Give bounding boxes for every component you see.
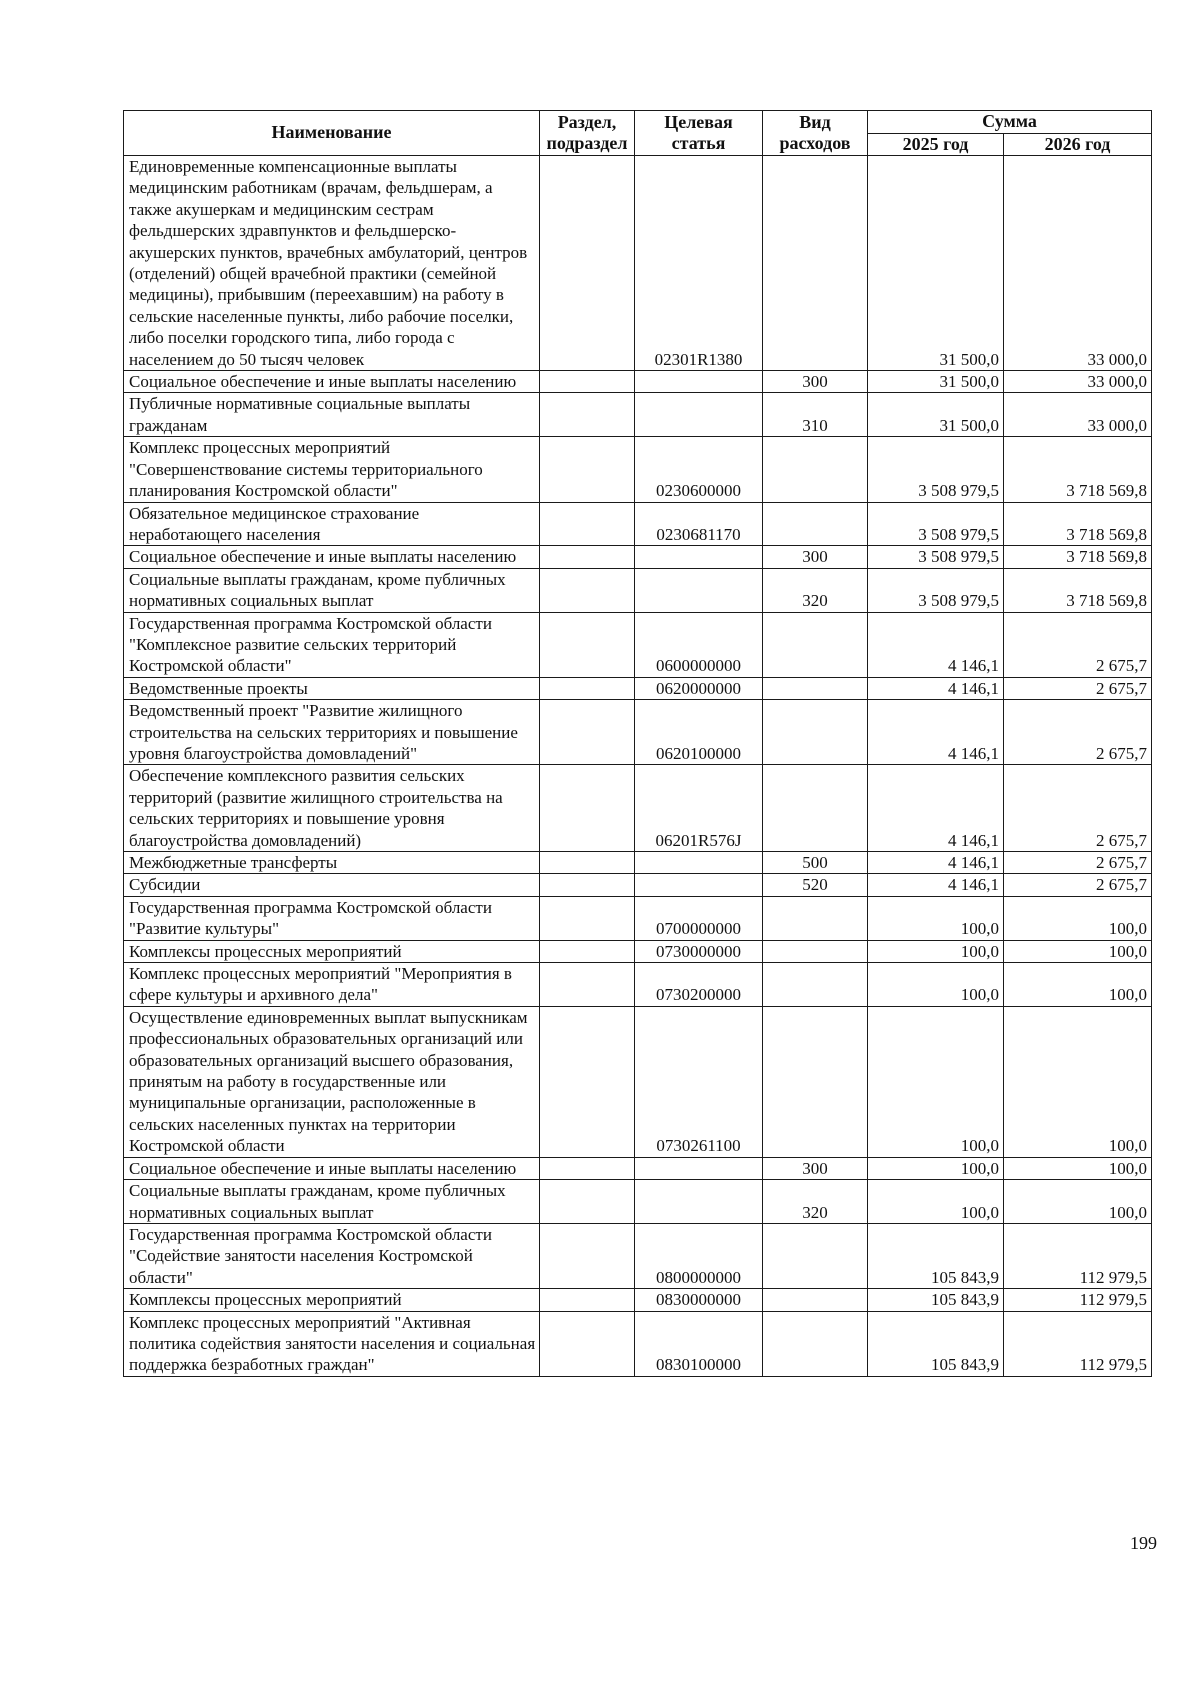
row-name: Государственная программа Костромской области "Содействие занятости населения Костромской области" bbox=[124, 1223, 540, 1288]
row-section bbox=[540, 1289, 635, 1311]
row-target: 06201R576J bbox=[635, 765, 763, 852]
row-sum-2026: 33 000,0 bbox=[1004, 393, 1152, 437]
table-row bbox=[124, 393, 1152, 437]
row-target bbox=[635, 371, 763, 393]
row-name: Ведомственные проекты bbox=[124, 677, 540, 699]
row-type: 320 bbox=[763, 1180, 868, 1224]
row-section bbox=[540, 1157, 635, 1179]
row-type bbox=[763, 502, 868, 546]
row-sum-2026: 100,0 bbox=[1004, 896, 1152, 940]
row-name: Социальное обеспечение и иные выплаты населению bbox=[124, 1157, 540, 1179]
row-sum-2026: 2 675,7 bbox=[1004, 852, 1152, 874]
row-type bbox=[763, 700, 868, 765]
table-row bbox=[124, 852, 1152, 874]
row-sum-2026: 2 675,7 bbox=[1004, 612, 1152, 677]
table-row bbox=[124, 963, 1152, 1007]
header-target: Целевая статья bbox=[635, 111, 763, 156]
row-sum-2025: 100,0 bbox=[868, 896, 1004, 940]
row-type: 300 bbox=[763, 371, 868, 393]
row-target: 0800000000 bbox=[635, 1223, 763, 1288]
row-target bbox=[635, 546, 763, 568]
row-section bbox=[540, 371, 635, 393]
row-sum-2025: 105 843,9 bbox=[868, 1311, 1004, 1376]
table-body bbox=[124, 156, 1152, 1377]
row-section bbox=[540, 700, 635, 765]
table-row bbox=[124, 874, 1152, 896]
row-name: Государственная программа Костромской области "Развитие культуры" bbox=[124, 896, 540, 940]
row-target: 0730000000 bbox=[635, 940, 763, 962]
row-section bbox=[540, 1311, 635, 1376]
row-type: 310 bbox=[763, 393, 868, 437]
row-target bbox=[635, 1157, 763, 1179]
row-target: 0620000000 bbox=[635, 677, 763, 699]
row-name: Межбюджетные трансферты bbox=[124, 852, 540, 874]
row-type bbox=[763, 896, 868, 940]
row-type bbox=[763, 437, 868, 502]
row-sum-2026: 33 000,0 bbox=[1004, 371, 1152, 393]
row-sum-2025: 100,0 bbox=[868, 1006, 1004, 1157]
row-name: Комплексы процессных мероприятий bbox=[124, 1289, 540, 1311]
row-section bbox=[540, 940, 635, 962]
table-row bbox=[124, 1180, 1152, 1224]
row-type bbox=[763, 765, 868, 852]
row-target bbox=[635, 1180, 763, 1224]
row-section bbox=[540, 1006, 635, 1157]
row-sum-2025: 105 843,9 bbox=[868, 1289, 1004, 1311]
row-sum-2025: 31 500,0 bbox=[868, 156, 1004, 371]
table-row bbox=[124, 677, 1152, 699]
row-sum-2026: 100,0 bbox=[1004, 1157, 1152, 1179]
row-name: Социальные выплаты гражданам, кроме публичных нормативных социальных выплат bbox=[124, 1180, 540, 1224]
row-name: Ведомственный проект "Развитие жилищного строительства на сельских территориях и повышение уровня благоустройства домовладений" bbox=[124, 700, 540, 765]
row-section bbox=[540, 896, 635, 940]
header-name: Наименование bbox=[124, 111, 540, 156]
table-row bbox=[124, 546, 1152, 568]
row-sum-2025: 31 500,0 bbox=[868, 393, 1004, 437]
table-row bbox=[124, 896, 1152, 940]
table-row bbox=[124, 1311, 1152, 1376]
row-type: 300 bbox=[763, 546, 868, 568]
row-name: Комплекс процессных мероприятий "Мероприятия в сфере культуры и архивного дела" bbox=[124, 963, 540, 1007]
row-sum-2025: 100,0 bbox=[868, 963, 1004, 1007]
row-sum-2025: 100,0 bbox=[868, 940, 1004, 962]
row-type: 300 bbox=[763, 1157, 868, 1179]
row-type bbox=[763, 1311, 868, 1376]
header-year-2025: 2025 год bbox=[868, 133, 1004, 156]
table-header bbox=[124, 111, 1152, 156]
row-sum-2026: 3 718 569,8 bbox=[1004, 502, 1152, 546]
row-section bbox=[540, 546, 635, 568]
row-sum-2025: 3 508 979,5 bbox=[868, 437, 1004, 502]
row-section bbox=[540, 437, 635, 502]
page-number: 199 bbox=[1130, 1533, 1157, 1553]
row-type bbox=[763, 1223, 868, 1288]
table-row bbox=[124, 612, 1152, 677]
row-target: 0730200000 bbox=[635, 963, 763, 1007]
row-sum-2026: 100,0 bbox=[1004, 963, 1152, 1007]
row-sum-2025: 4 146,1 bbox=[868, 612, 1004, 677]
row-name: Обеспечение комплексного развития сельских территорий (развитие жилищного строительства на сельских территориях и повышение уровня благоустройства домовладений) bbox=[124, 765, 540, 852]
row-type: 520 bbox=[763, 874, 868, 896]
row-sum-2026: 112 979,5 bbox=[1004, 1223, 1152, 1288]
table-row bbox=[124, 1006, 1152, 1157]
row-section bbox=[540, 502, 635, 546]
row-type bbox=[763, 1006, 868, 1157]
row-target: 0230681170 bbox=[635, 502, 763, 546]
row-target: 0830100000 bbox=[635, 1311, 763, 1376]
row-section bbox=[540, 393, 635, 437]
row-target: 0230600000 bbox=[635, 437, 763, 502]
row-type bbox=[763, 963, 868, 1007]
budget-table bbox=[123, 110, 1152, 1377]
row-sum-2026: 3 718 569,8 bbox=[1004, 546, 1152, 568]
row-section bbox=[540, 874, 635, 896]
row-target: 0620100000 bbox=[635, 700, 763, 765]
row-type bbox=[763, 677, 868, 699]
row-sum-2026: 3 718 569,8 bbox=[1004, 437, 1152, 502]
row-name: Социальное обеспечение и иные выплаты населению bbox=[124, 371, 540, 393]
table-row bbox=[124, 568, 1152, 612]
row-sum-2025: 31 500,0 bbox=[868, 371, 1004, 393]
row-target bbox=[635, 568, 763, 612]
table-row bbox=[124, 1223, 1152, 1288]
row-section bbox=[540, 852, 635, 874]
table-row bbox=[124, 1157, 1152, 1179]
row-target: 0600000000 bbox=[635, 612, 763, 677]
table-row bbox=[124, 940, 1152, 962]
row-sum-2025: 4 146,1 bbox=[868, 852, 1004, 874]
row-target bbox=[635, 393, 763, 437]
row-sum-2026: 2 675,7 bbox=[1004, 677, 1152, 699]
row-sum-2025: 105 843,9 bbox=[868, 1223, 1004, 1288]
row-sum-2025: 4 146,1 bbox=[868, 765, 1004, 852]
row-sum-2026: 112 979,5 bbox=[1004, 1311, 1152, 1376]
row-type bbox=[763, 1289, 868, 1311]
header-section: Раздел, подраздел bbox=[540, 111, 635, 156]
header-sum: Сумма bbox=[868, 111, 1152, 134]
row-name: Комплекс процессных мероприятий "Активная политика содействия занятости населения и социальная поддержка безработных граждан" bbox=[124, 1311, 540, 1376]
row-sum-2025: 4 146,1 bbox=[868, 874, 1004, 896]
row-name: Публичные нормативные социальные выплаты гражданам bbox=[124, 393, 540, 437]
row-type bbox=[763, 940, 868, 962]
row-section bbox=[540, 677, 635, 699]
table-row bbox=[124, 437, 1152, 502]
row-section bbox=[540, 156, 635, 371]
row-name: Осуществление единовременных выплат выпускникам профессиональных образовательных организаций или образовательных организаций высшего образования, принятым на работу в государственные или муниципальные организации, расположенные в сельских населенных пунктах на территории Костромской области bbox=[124, 1006, 540, 1157]
table-row bbox=[124, 156, 1152, 371]
row-name: Социальные выплаты гражданам, кроме публичных нормативных социальных выплат bbox=[124, 568, 540, 612]
row-target: 0700000000 bbox=[635, 896, 763, 940]
table-row bbox=[124, 371, 1152, 393]
table-row bbox=[124, 765, 1152, 852]
row-sum-2026: 100,0 bbox=[1004, 940, 1152, 962]
row-target bbox=[635, 852, 763, 874]
row-sum-2025: 100,0 bbox=[868, 1157, 1004, 1179]
row-sum-2025: 4 146,1 bbox=[868, 700, 1004, 765]
row-type bbox=[763, 156, 868, 371]
row-sum-2025: 3 508 979,5 bbox=[868, 502, 1004, 546]
row-name: Единовременные компенсационные выплаты медицинским работникам (врачам, фельдшерам, а также акушеркам и медицинским сестрам фельдшерских здравпунктов и фельдшерско-акушерских пунктов, врачебных амбулаторий, центров (отделений) общей врачебной практики (семейной медицины), прибывшим (переехавшим) на работу в сельские населенные пункты, либо рабочие поселки, либо поселки городского типа, либо города с населением до 50 тысяч человек bbox=[124, 156, 540, 371]
row-type bbox=[763, 612, 868, 677]
row-name: Комплексы процессных мероприятий bbox=[124, 940, 540, 962]
row-target: 0730261100 bbox=[635, 1006, 763, 1157]
row-sum-2026: 2 675,7 bbox=[1004, 700, 1152, 765]
header-type: Вид расходов bbox=[763, 111, 868, 156]
row-sum-2026: 112 979,5 bbox=[1004, 1289, 1152, 1311]
table-row bbox=[124, 700, 1152, 765]
row-sum-2026: 100,0 bbox=[1004, 1180, 1152, 1224]
row-sum-2026: 100,0 bbox=[1004, 1006, 1152, 1157]
row-sum-2026: 2 675,7 bbox=[1004, 874, 1152, 896]
row-name: Комплекс процессных мероприятий "Совершенствование системы территориального планирования Костромской области" bbox=[124, 437, 540, 502]
header-year-2026: 2026 год bbox=[1004, 133, 1152, 156]
row-sum-2026: 2 675,7 bbox=[1004, 765, 1152, 852]
row-section bbox=[540, 765, 635, 852]
table-row bbox=[124, 502, 1152, 546]
row-sum-2026: 33 000,0 bbox=[1004, 156, 1152, 371]
row-section bbox=[540, 963, 635, 1007]
row-type: 500 bbox=[763, 852, 868, 874]
row-target: 02301R1380 bbox=[635, 156, 763, 371]
table-row bbox=[124, 1289, 1152, 1311]
row-section bbox=[540, 1223, 635, 1288]
row-name: Социальное обеспечение и иные выплаты населению bbox=[124, 546, 540, 568]
row-sum-2025: 100,0 bbox=[868, 1180, 1004, 1224]
row-section bbox=[540, 568, 635, 612]
row-target bbox=[635, 874, 763, 896]
row-section bbox=[540, 1180, 635, 1224]
row-sum-2025: 3 508 979,5 bbox=[868, 568, 1004, 612]
row-target: 0830000000 bbox=[635, 1289, 763, 1311]
row-sum-2026: 3 718 569,8 bbox=[1004, 568, 1152, 612]
row-name: Обязательное медицинское страхование неработающего населения bbox=[124, 502, 540, 546]
row-name: Субсидии bbox=[124, 874, 540, 896]
row-section bbox=[540, 612, 635, 677]
row-sum-2025: 4 146,1 bbox=[868, 677, 1004, 699]
row-name: Государственная программа Костромской области "Комплексное развитие сельских территорий Костромской области" bbox=[124, 612, 540, 677]
row-sum-2025: 3 508 979,5 bbox=[868, 546, 1004, 568]
row-type: 320 bbox=[763, 568, 868, 612]
